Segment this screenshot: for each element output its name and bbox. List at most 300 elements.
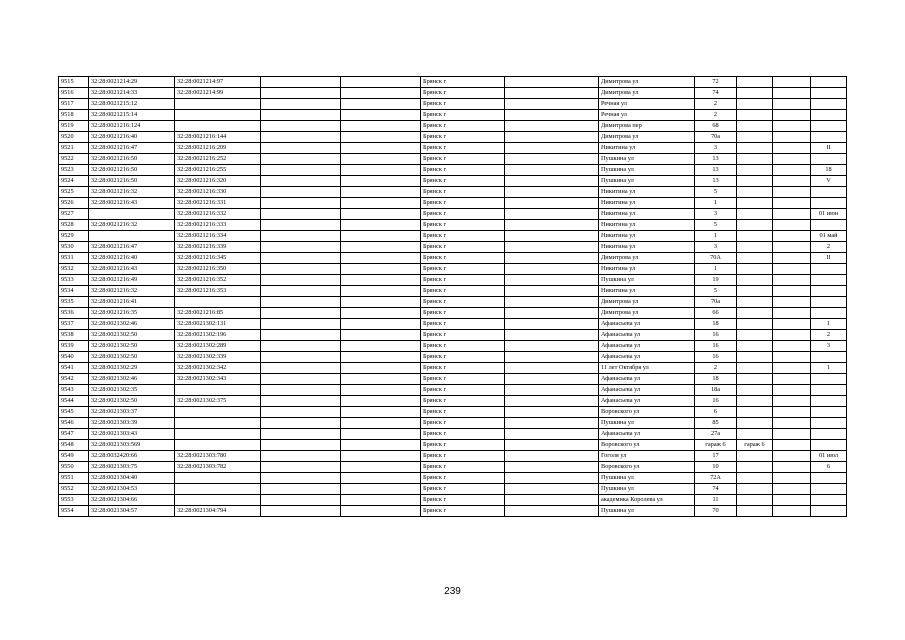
table-cell (261, 121, 341, 132)
table-cell: Брянск г (421, 506, 505, 517)
table-cell (811, 275, 847, 286)
table-cell: Афанасьева ул (599, 330, 695, 341)
table-cell: Брянск г (421, 462, 505, 473)
table-row (59, 209, 847, 220)
table-cell (505, 187, 599, 198)
table-cell: Брянск г (421, 429, 505, 440)
table-cell: 2 (695, 363, 737, 374)
table-cell: Брянск г (421, 495, 505, 506)
table-cell: 1 (695, 198, 737, 209)
table-cell (737, 473, 773, 484)
table-cell (773, 165, 811, 176)
table-cell: 9550 (59, 462, 89, 473)
table-cell: Никитина ул (599, 143, 695, 154)
table-cell: 16 (695, 352, 737, 363)
table-cell: Пушкина ул (599, 176, 695, 187)
table-cell (261, 495, 341, 506)
table-cell (341, 242, 421, 253)
table-cell (737, 88, 773, 99)
table-cell (505, 165, 599, 176)
table-cell (341, 286, 421, 297)
table-cell (341, 88, 421, 99)
table-cell: гараж 6 (695, 440, 737, 451)
table-cell: Пушкина ул (599, 473, 695, 484)
table-cell (505, 440, 599, 451)
table-cell (261, 418, 341, 429)
table-cell (773, 341, 811, 352)
table-cell (505, 341, 599, 352)
table-cell: Никитина ул (599, 198, 695, 209)
table-cell (341, 121, 421, 132)
table-cell (773, 506, 811, 517)
table-cell (261, 297, 341, 308)
table-row (59, 429, 847, 440)
table-cell (811, 385, 847, 396)
table-cell: 32:28:0021216:353 (175, 286, 261, 297)
table-cell (341, 165, 421, 176)
table-cell (811, 308, 847, 319)
table-cell (773, 297, 811, 308)
table-cell: 16 (695, 330, 737, 341)
table-cell (341, 132, 421, 143)
table-cell: 01 июн (811, 209, 847, 220)
table-cell: 5 (695, 220, 737, 231)
table-cell: 18 (695, 319, 737, 330)
table-cell (341, 297, 421, 308)
table-cell (811, 396, 847, 407)
table-cell (737, 506, 773, 517)
table-cell (261, 110, 341, 121)
table-cell (505, 451, 599, 462)
table-cell (505, 220, 599, 231)
table-cell (773, 286, 811, 297)
table-cell (505, 253, 599, 264)
table-cell: 32:28:0021216:252 (175, 154, 261, 165)
table-cell: 32:28:0021216:144 (175, 132, 261, 143)
table-cell: 32:28:0021302:50 (89, 330, 175, 341)
table-cell: 72А (695, 473, 737, 484)
table-cell (737, 264, 773, 275)
table-cell (261, 198, 341, 209)
table-cell: Брянск г (421, 143, 505, 154)
table-cell (773, 99, 811, 110)
table-cell: Брянск г (421, 330, 505, 341)
table-row (59, 473, 847, 484)
table-cell (261, 506, 341, 517)
table-cell: 1 (811, 363, 847, 374)
table-row (59, 506, 847, 517)
table-cell: 32:28:0021216:41 (89, 297, 175, 308)
table-cell: 9538 (59, 330, 89, 341)
table-cell: 13 (695, 165, 737, 176)
table-cell: 9541 (59, 363, 89, 374)
table-cell: 32:28:0021216:32 (89, 286, 175, 297)
table-cell (261, 429, 341, 440)
table-cell: Афанасьева ул (599, 374, 695, 385)
table-cell: 32:28:0021216:32 (89, 220, 175, 231)
table-row (59, 341, 847, 352)
table-cell (341, 374, 421, 385)
table-cell (505, 407, 599, 418)
table-cell (341, 396, 421, 407)
table-cell: Брянск г (421, 385, 505, 396)
table-body (59, 77, 847, 517)
table-cell: 32:28:0021216:334 (175, 231, 261, 242)
table-cell: 32:28:0021216:32 (89, 187, 175, 198)
table-cell: 01 май (811, 231, 847, 242)
table-cell (737, 143, 773, 154)
table-cell: 32:28:0021302:50 (89, 396, 175, 407)
table-cell: 32:28:0021216:339 (175, 242, 261, 253)
table-cell: Брянск г (421, 286, 505, 297)
table-cell (505, 286, 599, 297)
table-cell (341, 154, 421, 165)
table-cell: 32:28:0021302:131 (175, 319, 261, 330)
table-cell: Димитрова ул (599, 297, 695, 308)
table-cell (505, 264, 599, 275)
table-cell: Пушкина ул (599, 418, 695, 429)
table-cell (261, 253, 341, 264)
table-cell: Брянск г (421, 121, 505, 132)
table-cell: 32:28:0021303:37 (89, 407, 175, 418)
table-cell: академика Королева ул (599, 495, 695, 506)
table-cell: Брянск г (421, 209, 505, 220)
table-cell (261, 374, 341, 385)
table-cell (773, 374, 811, 385)
table-cell: Брянск г (421, 484, 505, 495)
page-number: 239 (444, 586, 461, 597)
table-cell (773, 363, 811, 374)
table-cell (341, 264, 421, 275)
table-cell (737, 242, 773, 253)
table-cell (261, 176, 341, 187)
table-cell (505, 308, 599, 319)
table-cell (261, 462, 341, 473)
table-cell (261, 330, 341, 341)
table-cell: 16 (695, 341, 737, 352)
table-cell (341, 231, 421, 242)
table-cell: Афанасьева ул (599, 352, 695, 363)
table-row (59, 231, 847, 242)
table-cell (811, 132, 847, 143)
table-cell: Воровского ул (599, 407, 695, 418)
table-cell (505, 363, 599, 374)
table-cell: Пушкина ул (599, 154, 695, 165)
table-cell: 32:28:0021302:46 (89, 374, 175, 385)
table-cell: 32:28:0021216:40 (89, 253, 175, 264)
table-cell (737, 132, 773, 143)
table-cell (341, 176, 421, 187)
table-cell: Димитрова ул (599, 253, 695, 264)
table-cell: Брянск г (421, 297, 505, 308)
table-row (59, 121, 847, 132)
table-cell: Пушкина ул (599, 275, 695, 286)
table-cell: Пушкина ул (599, 484, 695, 495)
table-cell: 9521 (59, 143, 89, 154)
table-cell: 32:28:0021302:50 (89, 341, 175, 352)
table-cell: 32:28:0021214:33 (89, 88, 175, 99)
table-row (59, 242, 847, 253)
table-row (59, 462, 847, 473)
table-cell (811, 429, 847, 440)
table-cell (737, 77, 773, 88)
table-cell (261, 451, 341, 462)
table-cell: Брянск г (421, 407, 505, 418)
table-cell (737, 231, 773, 242)
table-cell (505, 99, 599, 110)
table-cell: 32:28:0021216:352 (175, 275, 261, 286)
table-cell: 74 (695, 88, 737, 99)
table-cell: Никитина ул (599, 286, 695, 297)
table-cell (341, 341, 421, 352)
table-cell (261, 396, 341, 407)
table-cell (175, 440, 261, 451)
table-cell (811, 110, 847, 121)
table-cell (811, 286, 847, 297)
table-cell (773, 440, 811, 451)
table-cell: 32:28:0021216:331 (175, 198, 261, 209)
table-cell: 9535 (59, 297, 89, 308)
table-cell (811, 77, 847, 88)
table-cell (737, 385, 773, 396)
table-cell (811, 187, 847, 198)
table-cell: 9532 (59, 264, 89, 275)
table-cell (341, 330, 421, 341)
table-cell: Брянск г (421, 154, 505, 165)
table-row (59, 132, 847, 143)
table-cell: 9552 (59, 484, 89, 495)
table-cell: 32:28:0021214:29 (89, 77, 175, 88)
table-cell: 18 (695, 374, 737, 385)
table-cell (175, 297, 261, 308)
table-cell (261, 473, 341, 484)
table-cell: 32:28:0021302:35 (89, 385, 175, 396)
table-cell: 32:28:0021214:99 (175, 88, 261, 99)
table-cell: 9545 (59, 407, 89, 418)
table-row (59, 88, 847, 99)
table-cell (773, 231, 811, 242)
table-cell: 9529 (59, 231, 89, 242)
table-cell: 9528 (59, 220, 89, 231)
table-cell: 9530 (59, 242, 89, 253)
table-row (59, 440, 847, 451)
table-cell (811, 264, 847, 275)
table-cell: 32:28:0021216:50 (89, 176, 175, 187)
table-cell (341, 451, 421, 462)
table-cell: 32:28:0021302:342 (175, 363, 261, 374)
table-cell (737, 198, 773, 209)
table-cell (175, 121, 261, 132)
table-cell: Брянск г (421, 198, 505, 209)
table-cell (737, 429, 773, 440)
table-cell: II (811, 253, 847, 264)
table-cell (811, 99, 847, 110)
table-cell (505, 319, 599, 330)
table-cell (811, 506, 847, 517)
table-row (59, 352, 847, 363)
table-cell (505, 198, 599, 209)
table-cell: 32:28:0021216:47 (89, 242, 175, 253)
table-row (59, 253, 847, 264)
table-cell: Брянск г (421, 231, 505, 242)
table-cell: 9536 (59, 308, 89, 319)
table-row (59, 99, 847, 110)
table-cell (505, 462, 599, 473)
table-cell: 85 (695, 418, 737, 429)
table-row (59, 275, 847, 286)
table-cell (773, 308, 811, 319)
table-cell: 32:28:0032420:66 (89, 451, 175, 462)
table-cell (261, 352, 341, 363)
table-cell (773, 473, 811, 484)
table-cell (341, 352, 421, 363)
table-cell (175, 385, 261, 396)
table-row (59, 286, 847, 297)
table-cell (505, 275, 599, 286)
table-cell (773, 176, 811, 187)
table-cell (505, 110, 599, 121)
table-cell: Воровского ул (599, 462, 695, 473)
table-cell (175, 429, 261, 440)
table-cell (773, 264, 811, 275)
table-cell: 9553 (59, 495, 89, 506)
table-cell: 32:28:0021303:569 (89, 440, 175, 451)
table-cell: 32:28:0021303:75 (89, 462, 175, 473)
table-cell (505, 396, 599, 407)
table-cell: 74 (695, 484, 737, 495)
table-cell (737, 462, 773, 473)
table-cell (811, 352, 847, 363)
table-cell: 9527 (59, 209, 89, 220)
table-cell (341, 77, 421, 88)
table-cell: II (811, 143, 847, 154)
table-cell: 9534 (59, 286, 89, 297)
table-cell: Брянск г (421, 418, 505, 429)
table-cell (175, 407, 261, 418)
table-cell: 32:28:0021216:50 (89, 154, 175, 165)
table-cell: 18а (695, 385, 737, 396)
table-cell: 6 (811, 462, 847, 473)
table-cell (737, 341, 773, 352)
table-cell (89, 209, 175, 220)
table-cell (341, 187, 421, 198)
table-cell: 9518 (59, 110, 89, 121)
table-cell: 32:28:0021302:289 (175, 341, 261, 352)
table-cell (773, 77, 811, 88)
table-cell (811, 484, 847, 495)
table-cell: 9539 (59, 341, 89, 352)
table-cell: 16 (695, 396, 737, 407)
table-cell: Брянск г (421, 341, 505, 352)
table-cell: 19 (695, 275, 737, 286)
table-cell (737, 352, 773, 363)
table-cell (737, 176, 773, 187)
table-cell: Димитрова ул (599, 88, 695, 99)
table-cell (773, 396, 811, 407)
table-cell: 32:28:0021216:350 (175, 264, 261, 275)
table-row (59, 374, 847, 385)
table-cell (737, 297, 773, 308)
table-cell: 11 лет Октября ул (599, 363, 695, 374)
table-cell (737, 308, 773, 319)
table-cell: 2 (811, 242, 847, 253)
table-row (59, 418, 847, 429)
table-cell (773, 275, 811, 286)
table-cell (89, 231, 175, 242)
table-cell: Брянск г (421, 352, 505, 363)
table-cell: Брянск г (421, 242, 505, 253)
table-cell (341, 429, 421, 440)
table-cell: 9549 (59, 451, 89, 462)
table-cell (341, 209, 421, 220)
table-cell (811, 88, 847, 99)
table-cell (175, 99, 261, 110)
table-cell (341, 110, 421, 121)
table-cell (773, 407, 811, 418)
table-cell: 70А (695, 253, 737, 264)
table-cell: 1 (811, 319, 847, 330)
table-cell (261, 231, 341, 242)
table-cell (261, 319, 341, 330)
table-cell: 9519 (59, 121, 89, 132)
table-row (59, 143, 847, 154)
table-cell: 2 (811, 330, 847, 341)
table-cell (261, 143, 341, 154)
table-cell: Никитина ул (599, 187, 695, 198)
table-row (59, 407, 847, 418)
table-cell (341, 308, 421, 319)
table-cell (505, 231, 599, 242)
table-cell (773, 198, 811, 209)
table-cell: 9543 (59, 385, 89, 396)
table-cell: 9554 (59, 506, 89, 517)
table-cell (811, 418, 847, 429)
table-cell: 72 (695, 77, 737, 88)
table-cell (341, 462, 421, 473)
table-cell: V (811, 176, 847, 187)
table-cell (505, 330, 599, 341)
table-cell: Пушкина ул (599, 506, 695, 517)
table-cell: Брянск г (421, 88, 505, 99)
table-cell: Брянск г (421, 187, 505, 198)
table-cell (341, 198, 421, 209)
table-cell (737, 275, 773, 286)
table-cell (737, 165, 773, 176)
table-cell (737, 418, 773, 429)
table-cell (773, 187, 811, 198)
table-row (59, 198, 847, 209)
table-cell (811, 154, 847, 165)
table-cell (811, 198, 847, 209)
table-cell (737, 99, 773, 110)
table-row (59, 165, 847, 176)
table-cell (341, 385, 421, 396)
table-cell: Никитина ул (599, 209, 695, 220)
table-cell (505, 418, 599, 429)
cadastral-table (58, 76, 847, 517)
table-cell: 3 (811, 341, 847, 352)
table-cell (505, 121, 599, 132)
table-cell (261, 77, 341, 88)
table-cell: 32:28:0021302:375 (175, 396, 261, 407)
table-cell: 32:28:0021216:43 (89, 198, 175, 209)
table-cell (261, 220, 341, 231)
table-cell: 70а (695, 297, 737, 308)
table-cell: 32:28:0021216:43 (89, 264, 175, 275)
table-cell: Брянск г (421, 165, 505, 176)
table-cell: Брянск г (421, 132, 505, 143)
table-cell: 9540 (59, 352, 89, 363)
